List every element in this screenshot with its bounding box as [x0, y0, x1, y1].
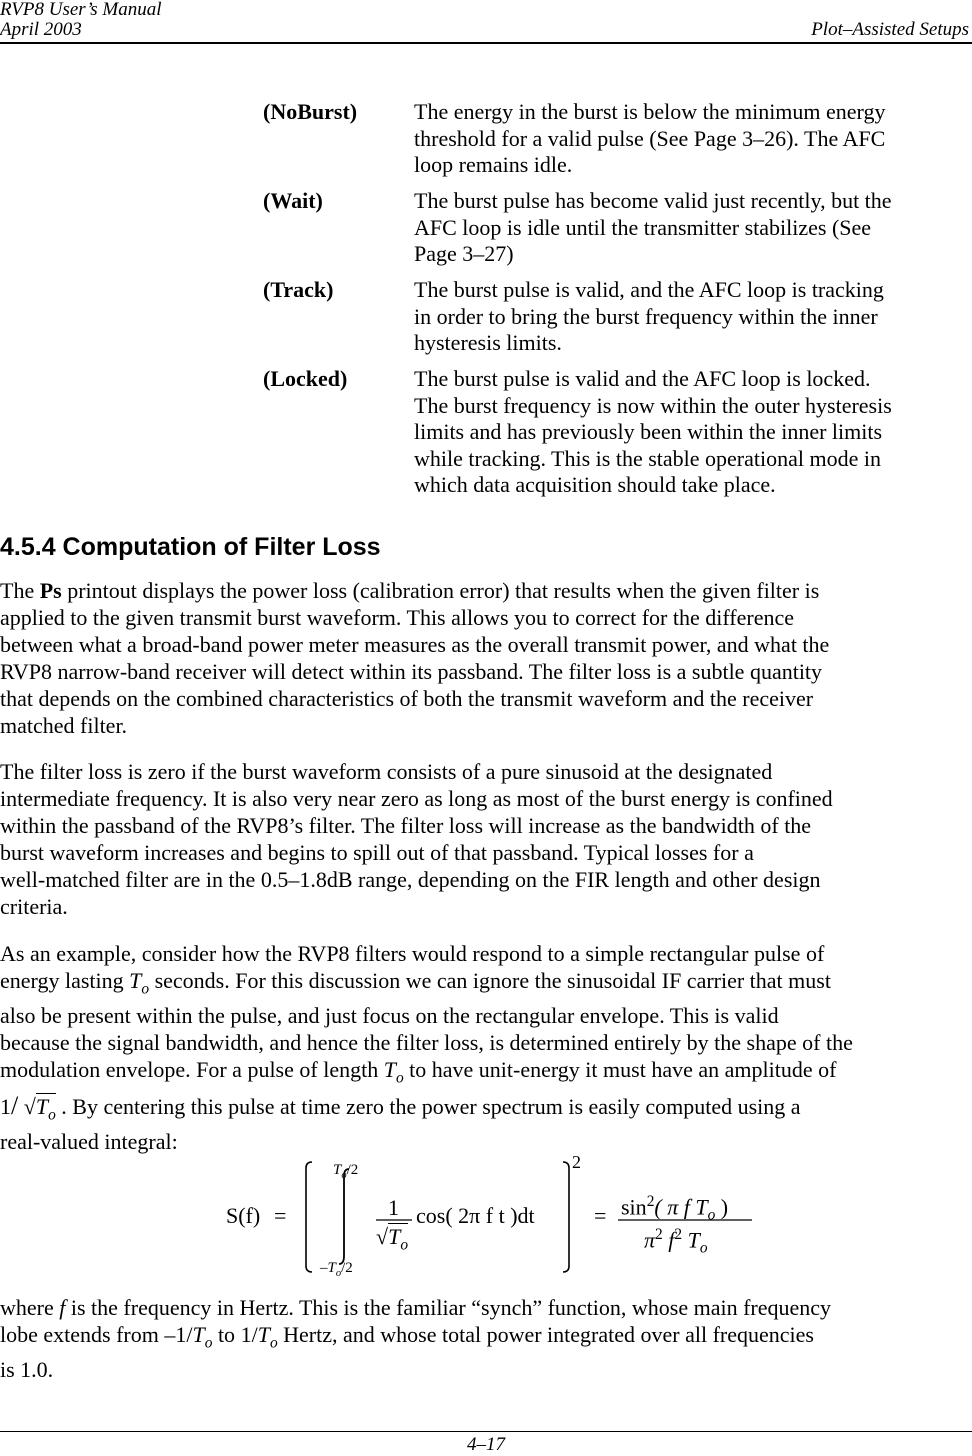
math-To: $T_o$ [129, 968, 150, 998]
equals-sign-2: = [594, 1203, 607, 1228]
header-rule [0, 42, 972, 44]
paragraph-line: 1/ $√T_o$ . By centering this pulse at time zero the power spectrum is easily computed using a [0, 1090, 801, 1124]
paragraph-line: applied to the given transmit burst waveform. This allows you to correct for the difference [0, 605, 795, 630]
definition-line: The burst pulse is valid, and the AFC loop is tracking [414, 277, 884, 302]
math-amplitude: 1/ $√T_o$ [0, 1090, 56, 1124]
definition-line: The burst pulse has become valid just recently, but the [414, 188, 892, 213]
math-inverse-To: $1/T_o$ [240, 1322, 278, 1352]
definition-locked [263, 366, 968, 499]
paragraph-line: lobe extends from $-1/T_o$ to $1/T_o$ Hertz, and whose total power integrated over all frequencies [0, 1322, 814, 1352]
fraction-numerator: 1 [388, 1195, 399, 1220]
definition-line: AFC loop is idle until the transmitter stabilizes (See [414, 214, 872, 240]
paragraph-line: The Ps printout displays the power loss (calibration error) that results when the given filter is [0, 578, 820, 603]
right-bracket [563, 1162, 569, 1272]
paragraph-line: matched filter. [0, 713, 128, 738]
footer-rule [0, 1431, 972, 1432]
paragraph-ps-printout [0, 577, 972, 739]
math-To: $T_o$ [383, 1057, 404, 1087]
equation-power-spectrum [0, 1148, 972, 1288]
left-bracket [306, 1162, 312, 1272]
header-section: Plot–Assisted Setups [811, 19, 969, 40]
paragraph-sinc-description [0, 1294, 972, 1383]
definition-description [414, 99, 968, 179]
fraction-denominator: $√T_o$ [376, 1224, 409, 1254]
definition-line: Page 3–27) [414, 241, 514, 266]
paragraph-line: within the passband of the RVP8’s filter. The filter loss will increase as the bandwidth of the [0, 813, 812, 838]
paragraph-line: that depends on the combined characteristics of both the transmit waveform and the receiver [0, 686, 814, 711]
paragraph-line: real-valued integral: [0, 1129, 178, 1155]
paragraph-line: energy lasting $T_o$ seconds. For this discussion we can ignore the sinusoidal IF carrier that must [0, 968, 831, 998]
definition-description [414, 366, 968, 499]
section-heading: 4.5.4 Computation of Filter Loss [0, 533, 381, 561]
paragraph-line: well-matched filter are in the 0.5–1.8dB range, depending on the FIR length and other design [0, 867, 821, 892]
definition-line: in order to bring the burst frequency within the inner [414, 303, 878, 329]
definition-line: limits and has previously been within the inner limits [414, 419, 883, 444]
definition-description [414, 188, 968, 268]
definition-line: The burst frequency is now within the outer hysteresis [414, 392, 892, 418]
page-number: 4–17 [467, 1434, 505, 1455]
paragraph-line: As an example, consider how the RVP8 filters would respond to a simple rectangular pulse of [0, 941, 825, 966]
paragraph-line: between what a broad-band power meter measures as the overall transmit power, and what the [0, 632, 830, 657]
cosine-integrand: cos( 2π f t )dt [416, 1203, 535, 1228]
definition-wait [263, 188, 968, 268]
definition-nobust [263, 99, 968, 179]
definition-line: which data acquisition should take place. [414, 472, 776, 497]
paragraph-line: burst waveform increases and begins to spill out of that passband. Typical losses for a [0, 840, 754, 865]
paragraph-line: is 1.0. [0, 1357, 54, 1383]
header-date: April 2003 [0, 19, 82, 40]
definition-line: hysteresis limits. [414, 330, 562, 355]
paragraph-line: also be present within the pulse, and just focus on the rectangular envelope. This is valid [0, 1003, 779, 1029]
definition-term: (Wait) [263, 188, 323, 213]
math-neg-inverse-To: $-1/T_o$ [164, 1322, 213, 1352]
header-manual-title: RVP8 User’s Manual [0, 0, 162, 20]
definition-line: The burst pulse is valid and the AFC loop is locked. [414, 366, 871, 391]
sinc-denominator: $\pi^2$ $f^2$ $T_o$ [644, 1226, 708, 1257]
paragraph-example [0, 940, 972, 1155]
integral-sign [339, 1169, 349, 1264]
definition-term: (Track) [263, 277, 334, 302]
paragraph-line: where f is the frequency in Hertz. This is the familiar “synch” function, whose main frequency [0, 1295, 832, 1320]
integral-lower-limit: $-T_o/2$ [320, 1260, 353, 1279]
ps-keyword: Ps [39, 578, 62, 603]
paragraph-line: intermediate frequency. It is also very near zero as long as most of the burst energy is confined [0, 786, 833, 811]
paragraph-line: modulation envelope. For a pulse of length $T_o$ to have unit-energy it must have an amplitude of [0, 1057, 837, 1087]
square-exponent: 2 [572, 1152, 581, 1172]
paragraph-filter-loss-zero [0, 758, 972, 920]
definition-track [263, 277, 968, 357]
definition-line: while tracking. This is the stable operational mode in [414, 445, 881, 471]
definition-line: loop remains idle. [414, 152, 573, 177]
equals-sign: = [274, 1203, 287, 1228]
sinc-numerator: $\sin^2$( π f $T_o$ ) [621, 1193, 729, 1224]
spectrum-symbol: S(f) [226, 1203, 261, 1228]
paragraph-line: The filter loss is zero if the burst waveform consists of a pure sinusoid at the designated [0, 759, 773, 784]
definition-line: The energy in the burst is below the minimum energy [414, 99, 886, 124]
paragraph-line: because the signal bandwidth, and hence the filter loss, is determined entirely by the shape of the [0, 1030, 853, 1056]
definition-term: (Locked) [263, 366, 348, 391]
integral-upper-limit: $T_o/2$ [333, 1162, 359, 1181]
definition-term: (NoBurst) [263, 99, 358, 124]
paragraph-line: RVP8 narrow-band receiver will detect within its passband. The filter loss is a subtle quantity [0, 659, 823, 684]
definition-description [414, 277, 968, 357]
paragraph-line: criteria. [0, 894, 68, 919]
definition-line: threshold for a valid pulse (See Page 3–26). The AFC [414, 125, 886, 151]
